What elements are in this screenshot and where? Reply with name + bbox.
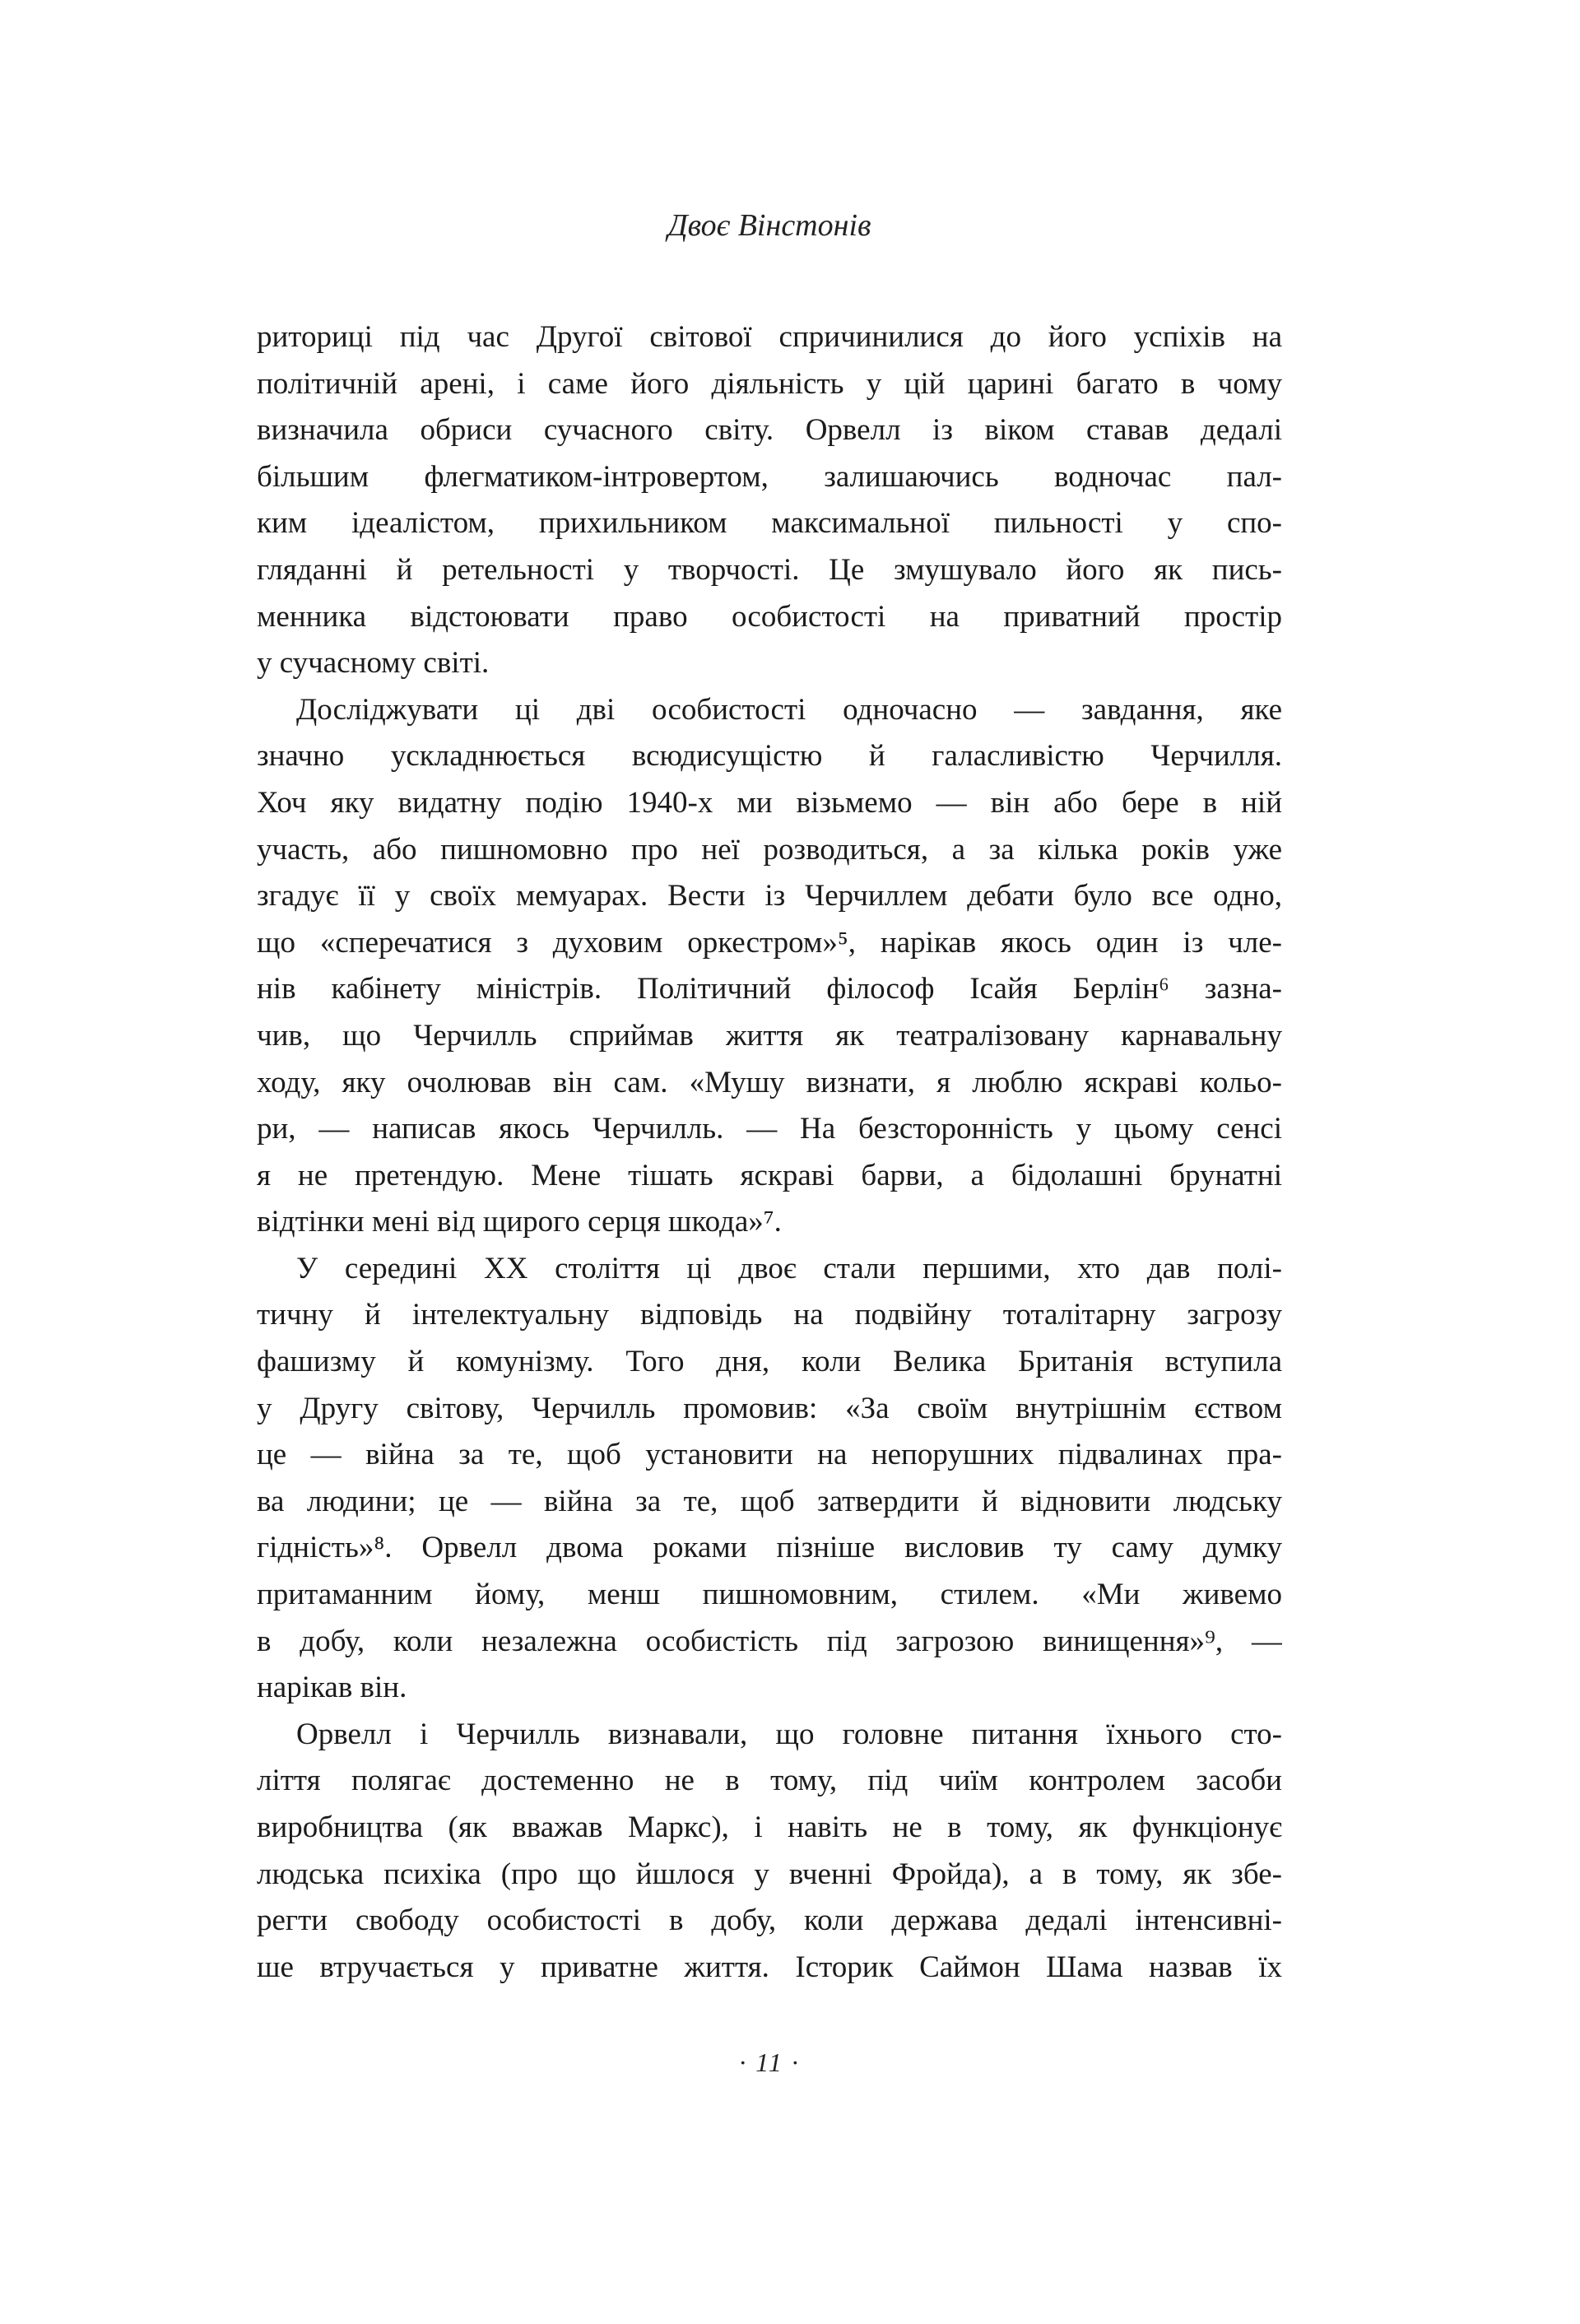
text-line: це — війна за те, щоб установити на непорушних підвалинах пра- [257, 1438, 1282, 1472]
text-line: ліття полягає достеменно не в тому, під чиїм контролем засоби [257, 1764, 1282, 1798]
text-line: ше втручається у приватне життя. Історик Саймон Шама назвав їх [257, 1950, 1282, 1984]
text-line: риториці під час Другої світової спричинилися до його успіхів на [257, 320, 1282, 354]
text-line: ходу, яку очолював він сам. «Мушу визнати, я люблю яскраві кольо- [257, 1065, 1282, 1099]
text-line: визначила обриси сучасного світу. Орвелл із віком ставав дедалі [257, 413, 1282, 448]
text-line: згадує її у своїх мемуарах. Вести із Черчиллем дебати було все одно, [257, 879, 1282, 913]
text-line: менника відстоювати право особистості на приватний простір [257, 599, 1282, 634]
text-line: людська психіка (про що йшлося у вченні Фройда), а в тому, як збе- [257, 1857, 1282, 1891]
text-line: нарікав він. [257, 1671, 407, 1705]
text-line: у сучасному світі. [257, 646, 490, 681]
text-line: фашизму й комунізму. Того дня, коли Велика Британія вступила [257, 1345, 1282, 1379]
body-text [257, 314, 1282, 1991]
text-line: У середині ХХ століття ці двоє стали першими, хто дав полі- [296, 1251, 1282, 1285]
text-line: політичній арені, і саме його діяльність у цій царині багато в чому [257, 366, 1282, 401]
text-line: в добу, коли незалежна особистість під загрозою винищення»⁹, — [257, 1624, 1282, 1658]
text-line: регти свободу особистості в добу, коли держава дедалі інтенсивні- [257, 1903, 1282, 1938]
text-line: гідність»⁸. Орвелл двома роками пізніше висловив ту саму думку [257, 1531, 1282, 1565]
text-line: чив, що Черчилль сприймав життя як театралізовану карнавальну [257, 1018, 1282, 1053]
text-line: ва людини; це — війна за те, щоб затвердити й відновити людську [257, 1484, 1282, 1518]
text-line: більшим флегматиком-інтровертом, залишаючись водночас пал- [257, 459, 1282, 494]
text-line: у Другу світову, Черчилль промовив: «За своїм внутрішнім єством [257, 1391, 1282, 1425]
text-line: значно ускладнюється всюдисущістю й галасливістю Черчилля. [257, 739, 1282, 774]
text-line: Хоч яку видатну подію 1940-х ми візьмемо — він або бере в ній [257, 785, 1282, 820]
running-title: Двоє Вінстонів [667, 208, 871, 243]
text-line: що «сперечатися з духовим оркестром»⁵, нарікав якось один із чле- [257, 925, 1282, 960]
text-line: відтінки мені від щирого серця шкода»⁷. [257, 1205, 782, 1239]
text-line: ри, — написав якось Черчилль. — На безсторонність у цьому сенсі [257, 1112, 1282, 1146]
text-line: нів кабінету міністрів. Політичний філософ Ісайя Берлін⁶ зазна- [257, 972, 1282, 1006]
text-line: Досліджувати ці дві особистості одночасно — завдання, яке [296, 692, 1282, 727]
text-line: ким ідеалістом, прихильником максимальної пильності у спо- [257, 506, 1282, 541]
text-line: Орвелл і Черчилль визнавали, що головне питання їхнього сто- [296, 1717, 1282, 1751]
text-line: я не претендую. Мене тішать яскраві барви, а бідолашні брунатні [257, 1158, 1282, 1192]
text-line: гляданні й ретельності у творчості. Це змушувало його як пись- [257, 552, 1282, 587]
text-line: виробництва (як вважав Маркс), і навіть не в тому, як функціонує [257, 1810, 1282, 1844]
text-line: притаманним йому, менш пишномовним, стилем. «Ми живемо [257, 1578, 1282, 1612]
text-line: участь, або пишномовно про неї розводиться, а за кілька років уже [257, 832, 1282, 867]
page-number: · 11 · [739, 2047, 800, 2077]
text-line: тичну й інтелектуальну відповідь на подвійну тоталітарну загрозу [257, 1298, 1282, 1332]
